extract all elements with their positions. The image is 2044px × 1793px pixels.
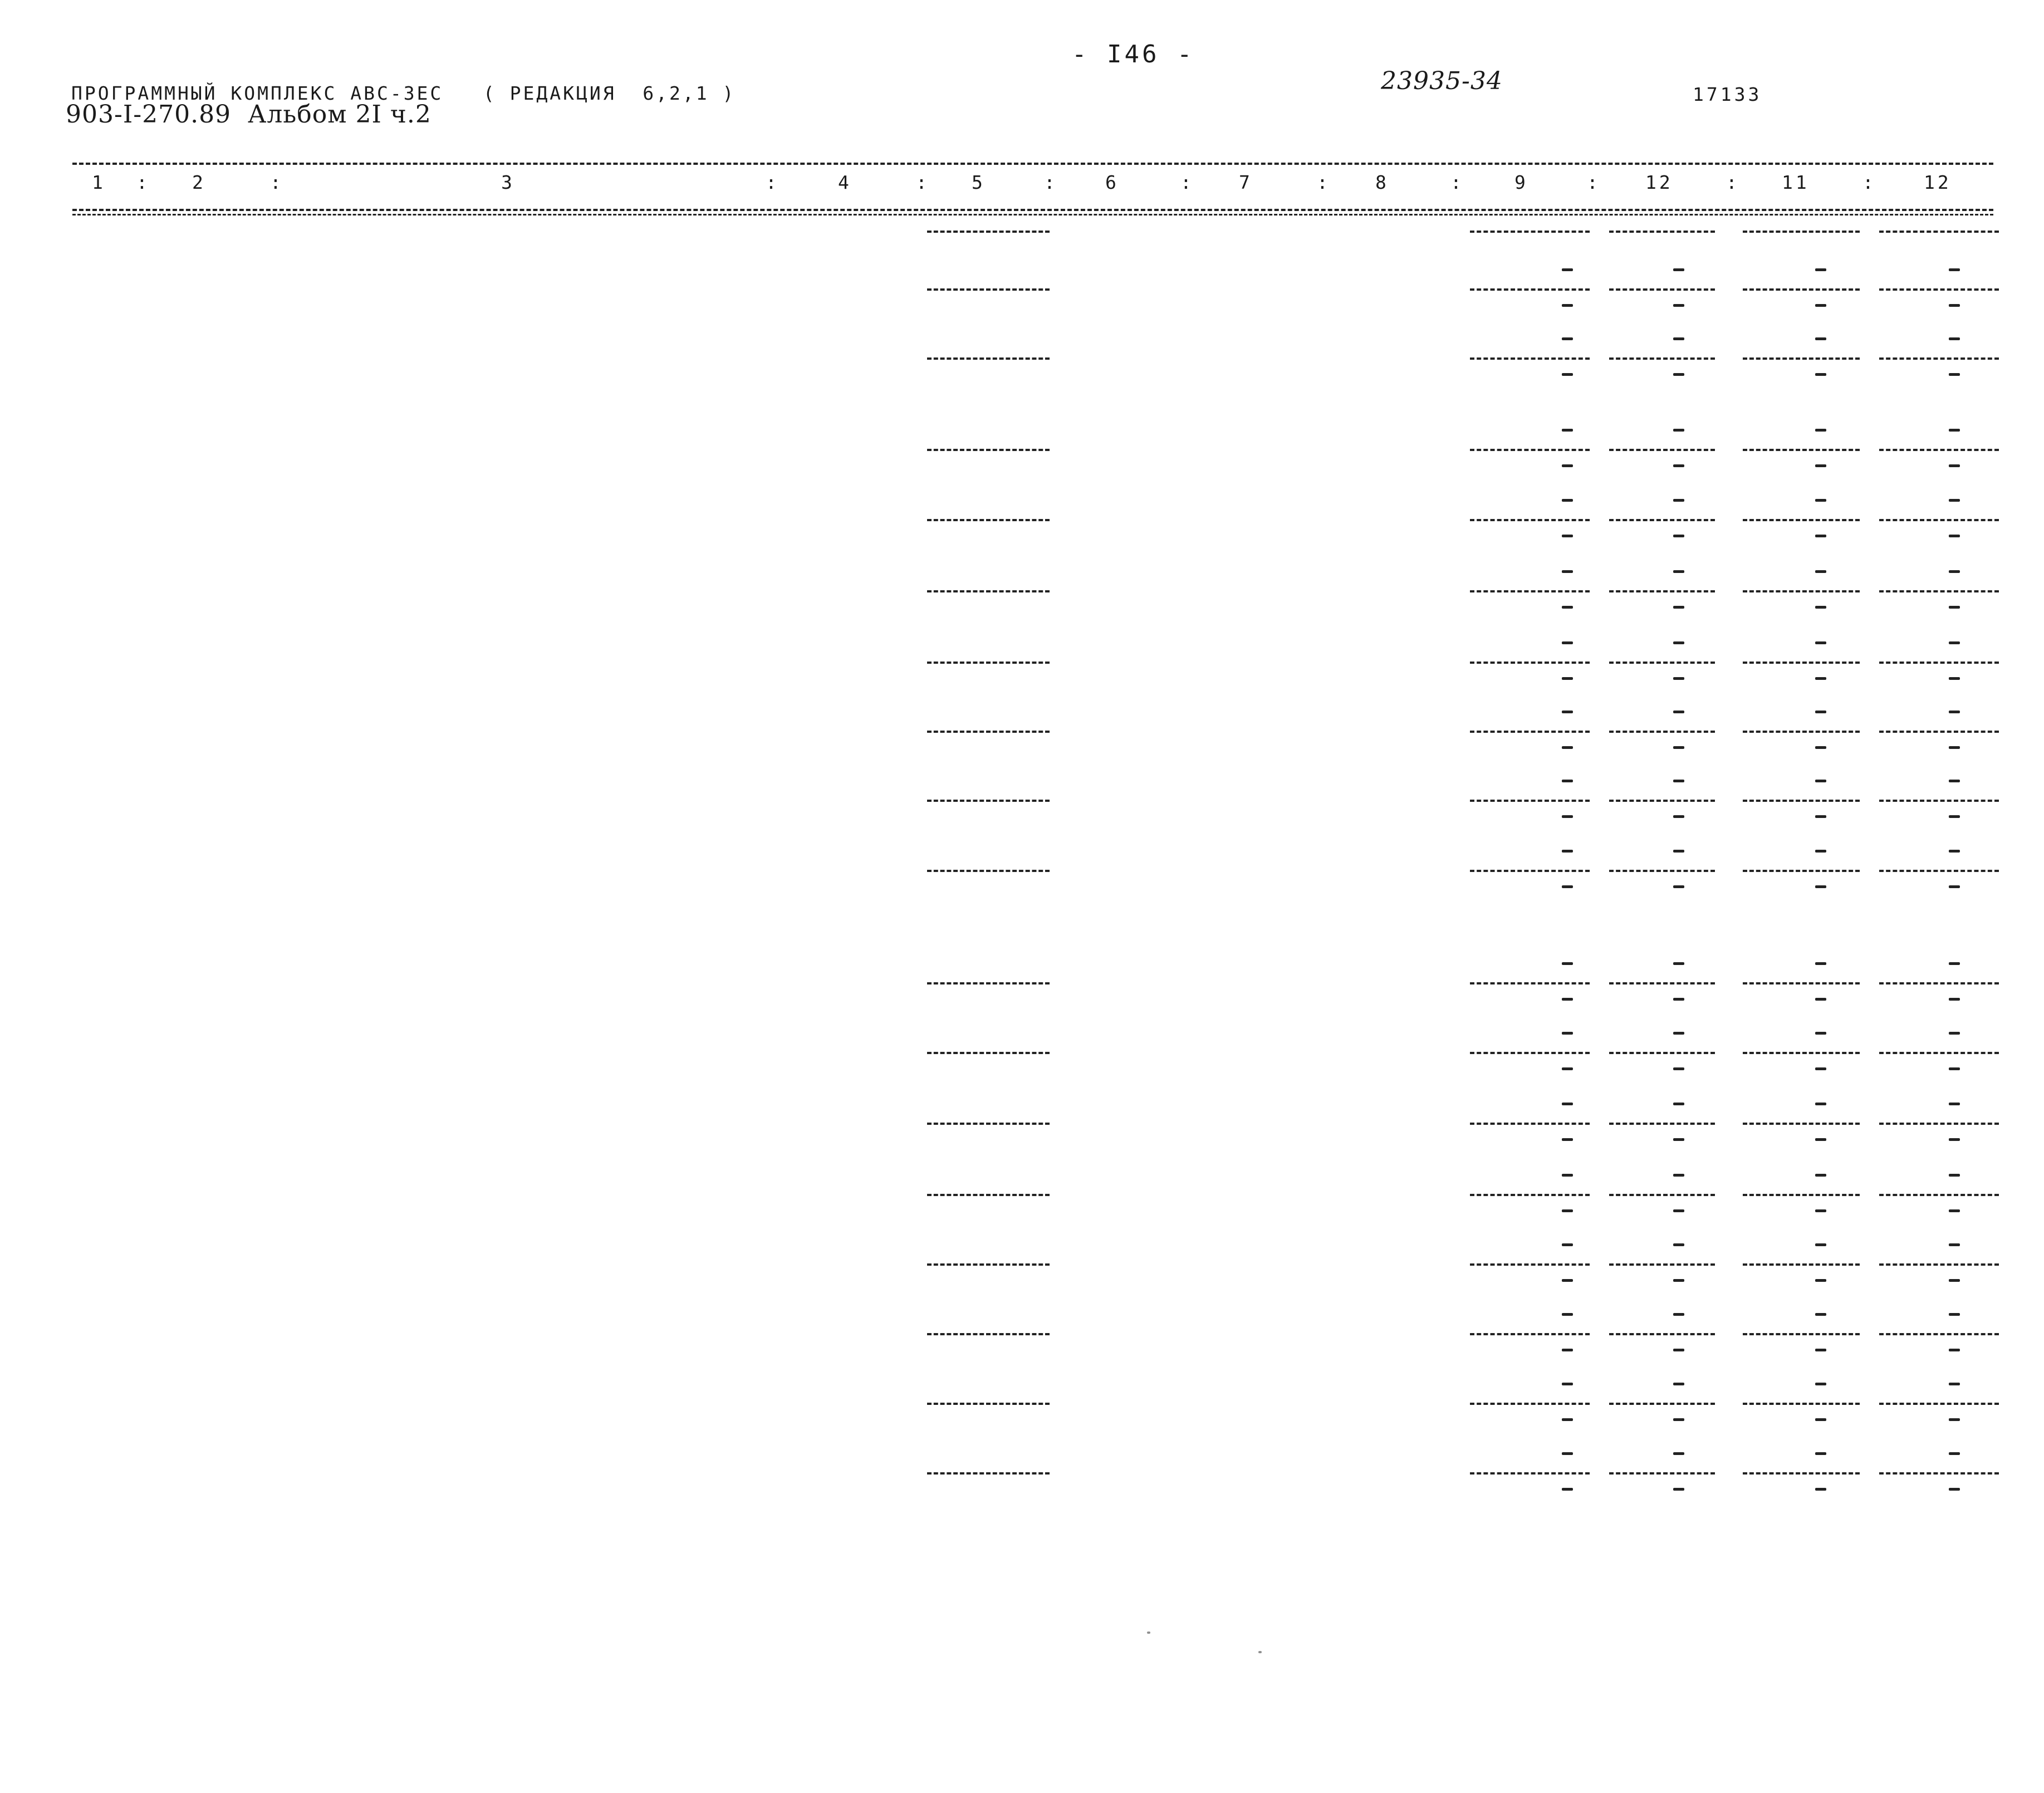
dash-mark bbox=[1673, 1452, 1684, 1455]
dash-mark bbox=[1949, 429, 1960, 432]
dash-mark bbox=[1673, 464, 1684, 467]
dash-mark bbox=[1562, 1138, 1573, 1141]
table-header-rule bbox=[72, 209, 1993, 211]
column-header-label: : bbox=[1726, 172, 1740, 193]
dash-mark bbox=[1673, 1243, 1684, 1246]
cell-divider-dash bbox=[1470, 590, 1590, 592]
dash-mark bbox=[1949, 1383, 1960, 1385]
cell-divider-dash bbox=[1879, 800, 1999, 802]
cell-divider-dash bbox=[1609, 590, 1715, 592]
cell-divider-dash bbox=[1470, 1052, 1590, 1054]
cell-divider-dash bbox=[1743, 519, 1860, 521]
cell-divider-dash bbox=[1609, 1403, 1715, 1405]
cell-divider-dash bbox=[1743, 1333, 1860, 1335]
cell-divider-dash bbox=[1743, 731, 1860, 733]
dash-mark bbox=[1562, 1313, 1573, 1316]
column-header-label: 2 bbox=[192, 172, 206, 193]
dash-mark bbox=[1673, 337, 1684, 340]
dash-mark bbox=[1673, 606, 1684, 609]
dash-mark bbox=[1949, 1138, 1960, 1141]
cell-divider-dash bbox=[1879, 590, 1999, 592]
scan-speck bbox=[1147, 1632, 1150, 1634]
cell-divider-dash bbox=[1609, 982, 1715, 984]
cell-divider-dash bbox=[1879, 731, 1999, 733]
dash-mark bbox=[1815, 850, 1826, 853]
dash-mark bbox=[1949, 1067, 1960, 1070]
dash-mark bbox=[1949, 1452, 1960, 1455]
price-underline bbox=[927, 662, 1050, 664]
price-underline bbox=[927, 731, 1050, 733]
table-header-rule-2 bbox=[72, 214, 1993, 215]
cell-divider-dash bbox=[1470, 1263, 1590, 1266]
dash-mark bbox=[1562, 570, 1573, 573]
dash-mark bbox=[1673, 780, 1684, 782]
dash-mark bbox=[1949, 711, 1960, 713]
dash-mark bbox=[1815, 535, 1826, 537]
table-top-rule bbox=[72, 163, 1993, 165]
dash-mark bbox=[1562, 711, 1573, 713]
price-underline bbox=[927, 1333, 1050, 1335]
column-header-label: : bbox=[916, 172, 930, 193]
dash-mark bbox=[1949, 304, 1960, 307]
dash-mark bbox=[1815, 746, 1826, 749]
dash-mark bbox=[1562, 1032, 1573, 1035]
column-header-label: 3 bbox=[501, 172, 515, 193]
dash-mark bbox=[1949, 606, 1960, 609]
album-reference: 903-I-270.89 Альбом 2I ч.2 bbox=[66, 100, 432, 129]
cell-divider-dash bbox=[1879, 1052, 1999, 1054]
dash-mark bbox=[1815, 337, 1826, 340]
cell-divider-dash bbox=[1879, 662, 1999, 664]
column-header-label: : bbox=[136, 172, 150, 193]
cell-divider-dash bbox=[1470, 1403, 1590, 1405]
program-title: ПРОГРАММНЫЙ КОМПЛЕКС АВС-3ЕС ( РЕДАКЦИЯ 6,2,1 ) bbox=[71, 82, 736, 104]
dash-mark bbox=[1949, 998, 1960, 1001]
cell-divider-dash bbox=[1470, 1194, 1590, 1196]
dash-mark bbox=[1949, 337, 1960, 340]
column-header-label: 4 bbox=[838, 172, 852, 193]
dash-mark bbox=[1815, 1383, 1826, 1385]
dash-mark bbox=[1562, 268, 1573, 271]
cell-divider-dash bbox=[1743, 662, 1860, 664]
cell-divider-dash bbox=[1470, 731, 1590, 733]
cell-divider-dash bbox=[1609, 1263, 1715, 1266]
cell-divider-dash bbox=[1470, 1333, 1590, 1335]
dash-mark bbox=[1815, 641, 1826, 644]
dash-mark bbox=[1949, 1488, 1960, 1491]
dash-mark bbox=[1562, 535, 1573, 537]
cell-divider-dash bbox=[1470, 870, 1590, 872]
dash-mark bbox=[1815, 1067, 1826, 1070]
dash-mark bbox=[1815, 962, 1826, 965]
column-header-label: : bbox=[1587, 172, 1601, 193]
price-underline bbox=[927, 590, 1050, 592]
cell-divider-dash bbox=[1470, 288, 1590, 291]
cell-divider-dash bbox=[1609, 800, 1715, 802]
dash-mark bbox=[1815, 464, 1826, 467]
cell-divider-dash bbox=[1470, 800, 1590, 802]
cell-divider-dash bbox=[1609, 519, 1715, 521]
column-header-label: 1 bbox=[92, 172, 106, 193]
dash-mark bbox=[1815, 815, 1826, 818]
cell-divider-dash bbox=[1470, 449, 1590, 451]
dash-mark bbox=[1815, 780, 1826, 782]
cell-divider-dash bbox=[1743, 1123, 1860, 1125]
dash-mark bbox=[1673, 1174, 1684, 1177]
cell-divider-dash bbox=[1609, 231, 1715, 233]
dash-mark bbox=[1673, 373, 1684, 376]
cell-divider-dash bbox=[1743, 590, 1860, 592]
dash-mark bbox=[1562, 1209, 1573, 1212]
cell-divider-dash bbox=[1743, 870, 1860, 872]
dash-mark bbox=[1949, 1243, 1960, 1246]
dash-mark bbox=[1949, 1313, 1960, 1316]
dash-mark bbox=[1949, 815, 1960, 818]
dash-mark bbox=[1815, 1279, 1826, 1282]
cell-divider-dash bbox=[1470, 662, 1590, 664]
page-number: - I46 - bbox=[1072, 40, 1195, 68]
dash-mark bbox=[1949, 1279, 1960, 1282]
dash-mark bbox=[1562, 1103, 1573, 1105]
dash-mark bbox=[1562, 998, 1573, 1001]
cell-divider-dash bbox=[1879, 1333, 1999, 1335]
cell-divider-dash bbox=[1609, 870, 1715, 872]
dash-mark bbox=[1815, 1418, 1826, 1421]
cell-divider-dash bbox=[1879, 357, 1999, 360]
dash-mark bbox=[1562, 464, 1573, 467]
dash-mark bbox=[1673, 962, 1684, 965]
column-header-label: : bbox=[766, 172, 780, 193]
price-underline bbox=[927, 519, 1050, 521]
dash-mark bbox=[1562, 337, 1573, 340]
dash-mark bbox=[1815, 1138, 1826, 1141]
cell-divider-dash bbox=[1879, 1472, 1999, 1474]
column-header-label: 7 bbox=[1239, 172, 1253, 193]
dash-mark bbox=[1815, 677, 1826, 680]
dash-mark bbox=[1815, 373, 1826, 376]
price-underline bbox=[927, 288, 1050, 291]
cell-divider-dash bbox=[1743, 1263, 1860, 1266]
column-header-label: 6 bbox=[1105, 172, 1119, 193]
dash-mark bbox=[1562, 1067, 1573, 1070]
dash-mark bbox=[1949, 677, 1960, 680]
price-underline bbox=[927, 982, 1050, 984]
dash-mark bbox=[1562, 962, 1573, 965]
dash-mark bbox=[1949, 268, 1960, 271]
sheet-number: 17133 bbox=[1693, 84, 1762, 105]
cell-divider-dash bbox=[1470, 1472, 1590, 1474]
cell-divider-dash bbox=[1743, 357, 1860, 360]
dash-mark bbox=[1815, 499, 1826, 502]
cell-divider-dash bbox=[1743, 449, 1860, 451]
cell-divider-dash bbox=[1609, 731, 1715, 733]
dash-mark bbox=[1673, 641, 1684, 644]
dash-mark bbox=[1815, 1032, 1826, 1035]
column-header-label: : bbox=[1180, 172, 1194, 193]
dash-mark bbox=[1815, 570, 1826, 573]
dash-mark bbox=[1673, 268, 1684, 271]
dash-mark bbox=[1949, 1032, 1960, 1035]
dash-mark bbox=[1673, 1313, 1684, 1316]
column-header-label: 5 bbox=[972, 172, 986, 193]
dash-mark bbox=[1673, 1032, 1684, 1035]
dash-mark bbox=[1673, 1138, 1684, 1141]
cell-divider-dash bbox=[1879, 1263, 1999, 1266]
dash-mark bbox=[1949, 1209, 1960, 1212]
cell-divider-dash bbox=[1879, 870, 1999, 872]
price-underline bbox=[927, 800, 1050, 802]
cell-divider-dash bbox=[1879, 449, 1999, 451]
dash-mark bbox=[1562, 1243, 1573, 1246]
dash-mark bbox=[1673, 429, 1684, 432]
price-underline bbox=[927, 1263, 1050, 1266]
dash-mark bbox=[1562, 780, 1573, 782]
column-header-label: : bbox=[1450, 172, 1464, 193]
dash-mark bbox=[1673, 1418, 1684, 1421]
price-underline bbox=[927, 231, 1050, 233]
dash-mark bbox=[1949, 464, 1960, 467]
dash-mark bbox=[1949, 1103, 1960, 1105]
cell-divider-dash bbox=[1743, 800, 1860, 802]
dash-mark bbox=[1673, 746, 1684, 749]
cell-divider-dash bbox=[1609, 1333, 1715, 1335]
column-header-label: 8 bbox=[1375, 172, 1389, 193]
dash-mark bbox=[1673, 1103, 1684, 1105]
cell-divider-dash bbox=[1879, 288, 1999, 291]
dash-mark bbox=[1673, 1383, 1684, 1385]
column-header-label: : bbox=[270, 172, 284, 193]
dash-mark bbox=[1673, 998, 1684, 1001]
dash-mark bbox=[1562, 1452, 1573, 1455]
cell-divider-dash bbox=[1609, 662, 1715, 664]
dash-mark bbox=[1562, 815, 1573, 818]
dash-mark bbox=[1673, 1209, 1684, 1212]
dash-mark bbox=[1815, 1209, 1826, 1212]
price-underline bbox=[927, 1472, 1050, 1474]
dash-mark bbox=[1562, 1174, 1573, 1177]
dash-mark bbox=[1815, 1174, 1826, 1177]
dash-mark bbox=[1815, 998, 1826, 1001]
dash-mark bbox=[1815, 304, 1826, 307]
dash-mark bbox=[1815, 1452, 1826, 1455]
price-underline bbox=[927, 449, 1050, 451]
dash-mark bbox=[1562, 885, 1573, 888]
dash-mark bbox=[1815, 1103, 1826, 1105]
column-header-label: 9 bbox=[1514, 172, 1528, 193]
dash-mark bbox=[1562, 373, 1573, 376]
cell-divider-dash bbox=[1609, 1123, 1715, 1125]
cell-divider-dash bbox=[1470, 519, 1590, 521]
price-underline bbox=[927, 357, 1050, 360]
dash-mark bbox=[1949, 373, 1960, 376]
dash-mark bbox=[1815, 1488, 1826, 1491]
document-code: 23935-34 bbox=[1381, 67, 1503, 95]
cell-divider-dash bbox=[1470, 1123, 1590, 1125]
price-underline bbox=[927, 1052, 1050, 1054]
dash-mark bbox=[1673, 535, 1684, 537]
cell-divider-dash bbox=[1743, 288, 1860, 291]
cell-divider-dash bbox=[1743, 1472, 1860, 1474]
dash-mark bbox=[1815, 1313, 1826, 1316]
dash-mark bbox=[1949, 780, 1960, 782]
dash-mark bbox=[1949, 850, 1960, 853]
dash-mark bbox=[1562, 1418, 1573, 1421]
dash-mark bbox=[1673, 711, 1684, 713]
dash-mark bbox=[1562, 429, 1573, 432]
column-header-label: : bbox=[1862, 172, 1876, 193]
cell-divider-dash bbox=[1470, 357, 1590, 360]
dash-mark bbox=[1949, 641, 1960, 644]
dash-mark bbox=[1673, 570, 1684, 573]
dash-mark bbox=[1815, 606, 1826, 609]
cell-divider-dash bbox=[1470, 982, 1590, 984]
dash-mark bbox=[1562, 499, 1573, 502]
cell-divider-dash bbox=[1879, 1403, 1999, 1405]
column-header-label: 12 bbox=[1924, 172, 1952, 193]
column-header-label: 12 bbox=[1645, 172, 1673, 193]
dash-mark bbox=[1673, 1279, 1684, 1282]
column-header-label: : bbox=[1044, 172, 1058, 193]
cell-divider-dash bbox=[1879, 1123, 1999, 1125]
dash-mark bbox=[1673, 850, 1684, 853]
dash-mark bbox=[1673, 1488, 1684, 1491]
cell-divider-dash bbox=[1743, 1052, 1860, 1054]
cell-divider-dash bbox=[1879, 982, 1999, 984]
column-header-label: : bbox=[1317, 172, 1331, 193]
dash-mark bbox=[1562, 606, 1573, 609]
price-underline bbox=[927, 1194, 1050, 1196]
dash-mark bbox=[1673, 499, 1684, 502]
dash-mark bbox=[1949, 535, 1960, 537]
cell-divider-dash bbox=[1743, 982, 1860, 984]
dash-mark bbox=[1949, 1174, 1960, 1177]
dash-mark bbox=[1815, 711, 1826, 713]
cell-divider-dash bbox=[1609, 1052, 1715, 1054]
cell-divider-dash bbox=[1470, 231, 1590, 233]
dash-mark bbox=[1562, 304, 1573, 307]
dash-mark bbox=[1949, 570, 1960, 573]
dash-mark bbox=[1815, 429, 1826, 432]
dash-mark bbox=[1673, 815, 1684, 818]
cell-divider-dash bbox=[1743, 1403, 1860, 1405]
dash-mark bbox=[1673, 1349, 1684, 1351]
dash-mark bbox=[1949, 962, 1960, 965]
dash-mark bbox=[1949, 1349, 1960, 1351]
dash-mark bbox=[1815, 268, 1826, 271]
dash-mark bbox=[1949, 499, 1960, 502]
dash-mark bbox=[1562, 850, 1573, 853]
cell-divider-dash bbox=[1743, 231, 1860, 233]
dash-mark bbox=[1815, 1349, 1826, 1351]
dash-mark bbox=[1673, 677, 1684, 680]
cell-divider-dash bbox=[1879, 1194, 1999, 1196]
dash-mark bbox=[1562, 1279, 1573, 1282]
cell-divider-dash bbox=[1879, 519, 1999, 521]
column-header-label: 11 bbox=[1782, 172, 1810, 193]
dash-mark bbox=[1815, 1243, 1826, 1246]
dash-mark bbox=[1562, 1383, 1573, 1385]
dash-mark bbox=[1949, 1418, 1960, 1421]
cell-divider-dash bbox=[1609, 357, 1715, 360]
dash-mark bbox=[1562, 746, 1573, 749]
cell-divider-dash bbox=[1609, 1194, 1715, 1196]
dash-mark bbox=[1562, 677, 1573, 680]
dash-mark bbox=[1673, 885, 1684, 888]
dash-mark bbox=[1815, 885, 1826, 888]
dash-mark bbox=[1949, 746, 1960, 749]
scan-speck bbox=[1258, 1651, 1262, 1653]
dash-mark bbox=[1949, 885, 1960, 888]
dash-mark bbox=[1673, 304, 1684, 307]
cell-divider-dash bbox=[1879, 231, 1999, 233]
dash-mark bbox=[1562, 1349, 1573, 1351]
cell-divider-dash bbox=[1743, 1194, 1860, 1196]
dash-mark bbox=[1562, 1488, 1573, 1491]
dash-mark bbox=[1673, 1067, 1684, 1070]
cell-divider-dash bbox=[1609, 449, 1715, 451]
price-underline bbox=[927, 870, 1050, 872]
cell-divider-dash bbox=[1609, 1472, 1715, 1474]
price-underline bbox=[927, 1123, 1050, 1125]
price-underline bbox=[927, 1403, 1050, 1405]
dash-mark bbox=[1562, 641, 1573, 644]
cell-divider-dash bbox=[1609, 288, 1715, 291]
